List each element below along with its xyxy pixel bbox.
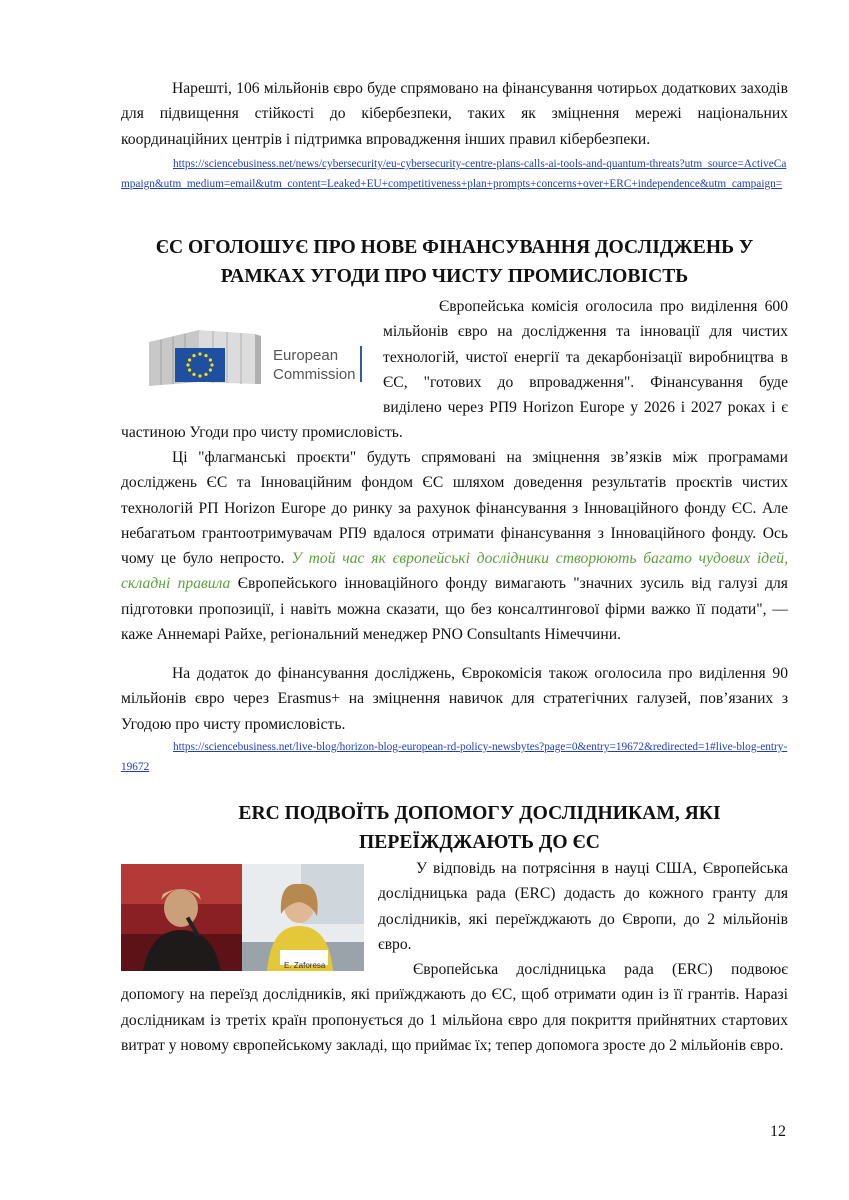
- paragraph-erasmus-funding: На додаток до фінансування досліджень, Єврокомісія також оголосила про виділення 90 мільйонів євро через Erasmus+ на зміцнення навичок для стратегічних галузей, пов’язаних з Угодою про чисту промисловість.: [121, 665, 788, 733]
- section-heading-erc: [171, 799, 788, 857]
- logo-text: European: [273, 347, 339, 364]
- heading-line: РАМКАХ УГОДИ ПРО ЧИСТУ ПРОМИСЛОВІСТЬ: [220, 266, 689, 287]
- paragraph-text: У відповідь на потрясіння в науці США, Європейська дослідницька рада (ERC) додасть до кожного гранту для дослідників, які переїжджають до Європи, до 2 мільйонів євро.: [378, 860, 788, 953]
- paragraph-erc-relocation: Європейська дослідницька рада (ERC) подвоює допомогу на переїзд дослідників, які приїжджають до ЄС, щоб отримати один із її грантів. Наразі дослідникам із третіх країн пропонується до 1 мільйона євро для покриття прийнятних стартових витрат у новому європейському закладі, що приймає їх; тепер допомога зросте до 2 мільйонів євро.: [121, 961, 788, 1054]
- paragraph-flagship-projects: [121, 445, 788, 647]
- section-heading-clean-industry: [121, 233, 788, 291]
- researchers-photo: [121, 864, 364, 971]
- european-commission-logo: [121, 316, 369, 406]
- paragraph-ec-announcement: [121, 294, 788, 446]
- source-link-cybersecurity[interactable]: https://sciencebusiness.net/news/cybersecurity/eu-cybersecurity-centre-plans-calls-ai-tools-and-quantum-threats?utm_source=ActiveCampaign&utm_medium=email&utm_content=Leaked+EU+competitiveness+plan+prompts+concerns+over+ERC+independence&utm_campaign=: [121, 158, 787, 190]
- logo-text: Commission: [273, 366, 356, 383]
- heading-line: ЄС ОГОЛОШУЄ ПРО НОВЕ ФІНАНСУВАННЯ ДОСЛІДЖЕНЬ У: [155, 237, 754, 258]
- heading-line: ERC ПОДВОЇТЬ ДОПОМОГУ ДОСЛІДНИКАМ, ЯКІ: [238, 803, 721, 824]
- heading-line: ПЕРЕЇЖДЖАЮТЬ ДО ЄС: [359, 832, 600, 853]
- paragraph-text: Ці "флагманські проєкти" будуть спрямовані на зміцнення зв’язків між програмами досліджень ЄС та Інноваційним фондом ЄС шляхом доведення результатів проєктів чистих технологій РП Horizon Europe до ринку за рахунок фінансування з Інноваційного фонду ЄС. Але небагатьом грантоотримувачам РП9 вдалося отримати фінансування з Інноваційного фонду. Ось чому це було непросто.: [121, 449, 788, 568]
- photo-name-card: E. Zaforesa: [284, 961, 326, 970]
- photo-image: [121, 864, 364, 971]
- page-number: 12: [770, 1123, 786, 1140]
- source-link-horizon-blog[interactable]: https://sciencebusiness.net/live-blog/horizon-blog-european-rd-policy-newsbytes?page=0&entry=19672&redirected=1#live-blog-entry-19672: [121, 741, 788, 773]
- paragraph-text: Європейська комісія оголосила про виділення 600 мільйонів євро на дослідження та інновації для чистих технологій, чистої енергії та декарбонізації виробництва в ЄС, "готових до впровадження". Фінансування буде виділено через РП9 Horizon Europe у 2026 і 2027 роках і є частиною Угоди про чисту промисловість.: [121, 298, 788, 442]
- highlighted-quote: У той час як європейські дослідники створюють багато чудових ідей, складні правила: [121, 550, 788, 593]
- paragraph-cyber-funding: Нарешті, 106 мільйонів євро буде спрямовано на фінансування чотирьох додаткових заходів для підвищення стійкості до кібербезпеки, таких як зміцнення мережі національних координаційних центрів і підтримка впровадження інших правил кібербезпеки.: [121, 80, 788, 148]
- paragraph-text: Європейського інноваційного фонду вимагають "значних зусиль від галузі для підготовки пропозиції, і навіть можна сказати, що без консалтингової фірми важко її подати", — каже Аннемарі Райхе, регіональний менеджер PNO Consultants Німеччини.: [121, 575, 788, 644]
